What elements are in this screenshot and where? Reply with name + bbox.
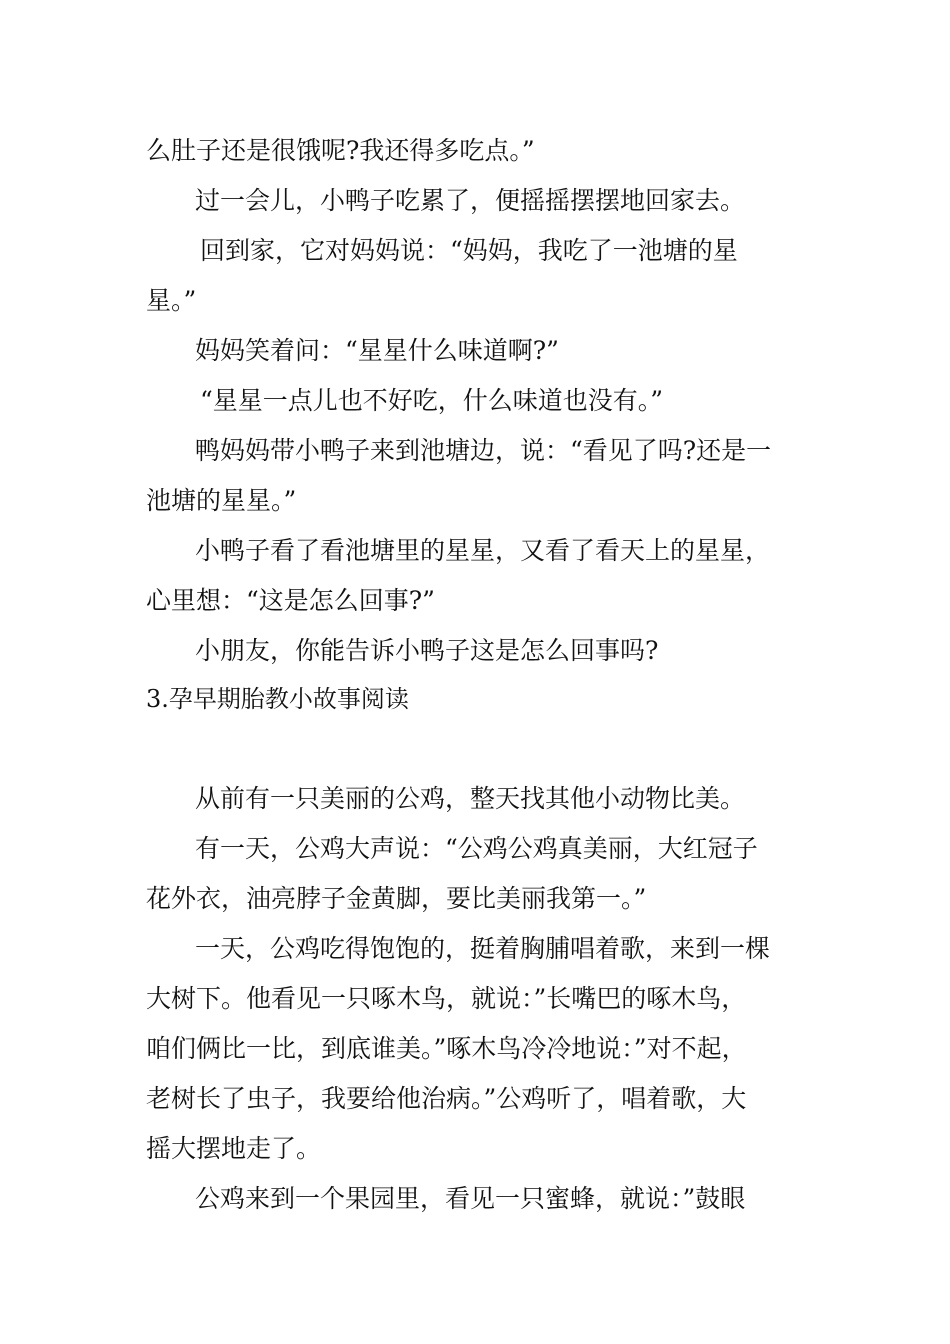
paragraph-line: 咱们俩比一比，到底谁美。”啄木鸟冷冷地说：”对不起， — [146, 1034, 747, 1063]
paragraph-line: 池塘的星星。” — [146, 486, 297, 515]
paragraph-line: 心里想：“这是怎么回事?” — [146, 586, 435, 615]
paragraph-line: 小朋友，你能告诉小鸭子这是怎么回事吗? — [195, 636, 659, 665]
paragraph-line: 小鸭子看了看池塘里的星星，又看了看天上的星星， — [195, 536, 771, 565]
paragraph-line: 一天，公鸡吃得饱饱的，挺着胸脯唱着歌，来到一棵 — [195, 934, 771, 963]
paragraph-line: 星。” — [146, 286, 197, 315]
paragraph-line: 么肚子还是很饿呢?我还得多吃点。” — [146, 136, 535, 165]
paragraph-line: 有一天，公鸡大声说：“公鸡公鸡真美丽，大红冠子 — [195, 834, 758, 863]
section-heading: 3.孕早期胎教小故事阅读 — [146, 685, 409, 713]
paragraph-line: 妈妈笑着问：“星星什么味道啊?” — [195, 336, 559, 365]
paragraph-line: “星星一点儿也不好吃，什么味道也没有。” — [200, 386, 664, 415]
paragraph-line: 鸭妈妈带小鸭子来到池塘边，说：“看见了吗?还是一 — [195, 436, 772, 465]
paragraph-line: 公鸡来到一个果园里，看见一只蜜蜂，就说：”鼓眼 — [195, 1184, 746, 1213]
paragraph-line: 回到家，它对妈妈说：“妈妈，我吃了一池塘的星 — [200, 236, 738, 265]
paragraph-line: 摇大摆地走了。 — [146, 1134, 322, 1163]
paragraph-line: 过一会儿，小鸭子吃累了，便摇摇摆摆地回家去。 — [195, 186, 746, 215]
paragraph-line: 大树下。他看见一只啄木鸟，就说：”长嘴巴的啄木鸟， — [146, 984, 747, 1013]
paragraph-line: 花外衣，油亮脖子金黄脚，要比美丽我第一。” — [146, 884, 647, 913]
paragraph-line: 从前有一只美丽的公鸡，整天找其他小动物比美。 — [195, 784, 746, 813]
paragraph-line: 老树长了虫子，我要给他治病。”公鸡听了，唱着歌，大 — [146, 1084, 747, 1113]
